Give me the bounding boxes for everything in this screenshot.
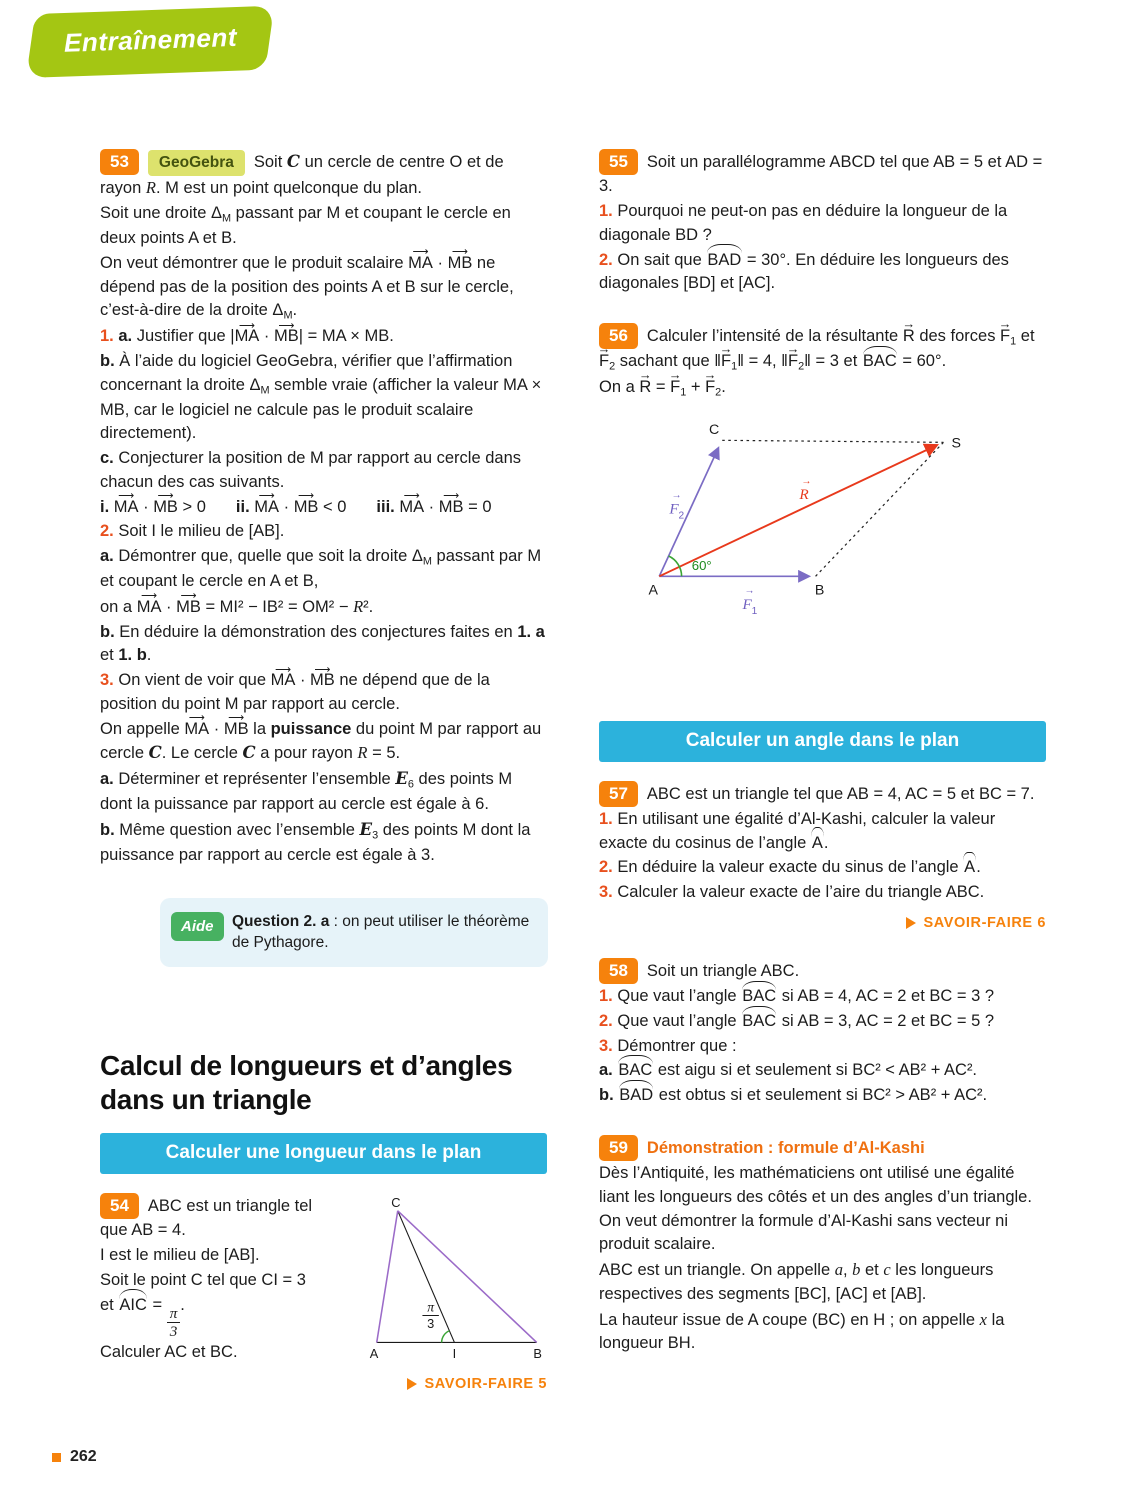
text-segment: · (424, 497, 439, 516)
text-segment: E (359, 819, 373, 839)
exercise-56-number-badge: 56 (599, 323, 638, 349)
text-segment: un cercle de centre O et de rayon (100, 153, 504, 198)
text-segment: ABC est un triangle tel que AB = 4. (100, 1197, 313, 1240)
text-segment: a pour rayon (255, 744, 358, 763)
paragraph (100, 519, 547, 544)
angle-fraction-numerator: π (427, 1299, 435, 1315)
point-label-C: C (391, 1198, 401, 1211)
text-segment: M (422, 555, 432, 568)
paragraph (599, 780, 1046, 807)
text-segment: MA ⟶ (114, 496, 139, 520)
text-segment: . (146, 646, 152, 665)
text-segment: F → (599, 350, 609, 374)
text-segment: F → (1000, 325, 1010, 349)
paragraph (100, 817, 547, 868)
text-segment: MB ⟶ (274, 325, 299, 349)
text-segment: = 0 (463, 497, 492, 516)
text-segment: · (432, 253, 448, 272)
exercise-54-row (100, 1192, 547, 1392)
text-segment: · (138, 497, 154, 516)
geogebra-badge: GeoGebra (148, 150, 245, 176)
text-segment: MB ⟶ (439, 496, 464, 520)
paragraph (599, 375, 1046, 401)
segment-CB (398, 1211, 537, 1343)
text-segment: Déterminer et représenter l’ensemble (118, 770, 396, 789)
paragraph (599, 1307, 1046, 1357)
text-segment: 3 (372, 829, 379, 842)
paragraph-text (647, 962, 799, 980)
paragraph (100, 668, 547, 717)
paragraph (599, 1161, 1046, 1257)
text-segment: ‖ = 4, ‖ (737, 351, 788, 370)
text-segment: MA ⟶ (254, 496, 279, 520)
text-segment: a. (599, 1061, 618, 1080)
text-segment: BAC (862, 350, 898, 374)
text-segment: 3. (599, 883, 618, 902)
text-segment: | = MA × MB. (298, 327, 394, 346)
text-segment: . Le cercle (161, 744, 243, 763)
text-segment: b. (100, 352, 120, 370)
paragraph (599, 984, 1046, 1009)
text-segment: : on peut utiliser le théorème de Pythagore. (232, 912, 530, 952)
text-segment: la (248, 719, 271, 738)
exercise-59 (599, 1134, 1046, 1356)
text-segment: = (651, 377, 671, 396)
force-F1-label: F (742, 595, 752, 613)
text-segment: MB ⟶ (310, 669, 335, 693)
paragraph (100, 544, 547, 594)
exercise-55-number-badge: 55 (599, 149, 638, 175)
text-segment: . (823, 833, 829, 852)
text-segment: 1 (680, 386, 687, 399)
point-label-I: I (452, 1346, 457, 1361)
entrainement-banner (26, 6, 274, 78)
paragraph (100, 1293, 335, 1340)
text-segment: 2 (798, 360, 805, 373)
text-segment: du point M par rapport au cercle (100, 719, 542, 763)
angle-arc-I (442, 1331, 450, 1343)
text-segment: BAC (617, 1059, 653, 1083)
text-segment: 1. (100, 327, 119, 346)
vector-arrow-glyph: → (744, 585, 755, 597)
text-segment: R (357, 743, 368, 763)
text-segment: 2. (100, 522, 119, 541)
paragraph (599, 1257, 1046, 1307)
page-footer (52, 1448, 97, 1466)
paragraph (599, 1009, 1046, 1034)
text-segment: C (148, 743, 162, 763)
method-banner-longueur: Calculer une longueur dans le plan (100, 1133, 547, 1174)
method-banner-angle: Calculer un angle dans le plan (599, 721, 1046, 762)
text-segment: a (834, 1260, 843, 1280)
text-segment: = (147, 1295, 167, 1314)
triangle-figure (363, 1192, 547, 1392)
text-segment: Dès l’Antiquité, les mathématiciens ont utilisé une égalité liant les longueurs des côtés et un des angles d’un triangle. On veut démontrer la formule d’Al-Kashi sans vecteur ni produit scalaire. (599, 1164, 1032, 1254)
text-segment: 2. (599, 250, 618, 269)
text-segment: 1. a (517, 622, 545, 641)
text-segment: F → (721, 350, 731, 374)
vector-arrow-glyph: → (671, 489, 682, 501)
text-segment: La hauteur issue de A coupe (BC) en H ; on appelle (599, 1310, 980, 1329)
paragraph (599, 199, 1046, 248)
angle-arc-A (669, 556, 682, 576)
text-segment: les longueurs respectives des segments [BC], [AC] et [AB]. (599, 1261, 994, 1303)
text-segment: Même question avec l’ensemble (119, 820, 360, 839)
text-segment: x (979, 1309, 987, 1329)
text-segment: et (860, 1261, 884, 1280)
text-segment: R (145, 178, 156, 198)
text-segment: Justifier que | (136, 327, 235, 346)
text-segment: A (811, 832, 824, 856)
text-segment: R (353, 596, 364, 616)
text-segment: b. (100, 622, 120, 641)
text-segment: MB ⟶ (294, 496, 319, 520)
text-segment: M (260, 384, 270, 397)
text-segment: ne dépend que de la position du point M par rapport au cercle. (100, 671, 490, 713)
segment-AC (377, 1211, 398, 1343)
entrainement-label: Entraînement (63, 21, 238, 58)
exercise-59-title: Démonstration : formule d’Al-Kashi (646, 1138, 925, 1157)
paragraph (599, 148, 1046, 199)
text-segment: BAD (706, 249, 742, 273)
force-F2-subscript: 2 (678, 510, 685, 522)
text-segment: . (180, 1295, 185, 1314)
text-segment: Soit une droite Δ (100, 204, 223, 223)
text-segment: BAC (741, 1010, 777, 1034)
exercise-59-number-badge: 59 (599, 1135, 638, 1161)
vector-F2-arrow (659, 448, 718, 576)
text-segment: C (242, 743, 256, 763)
text-segment: 6 (407, 778, 414, 791)
paragraph (599, 1058, 1046, 1083)
text-segment: BAC (741, 985, 777, 1009)
paragraph (100, 717, 547, 767)
text-segment: 2. (599, 1011, 618, 1030)
text-segment: . (976, 858, 981, 877)
point-label-C: C (708, 422, 720, 439)
text-segment: ne dépend pas de la position des points A et B sur le cercle, c’est-à-dire de la droite Δ (100, 253, 514, 320)
text-segment: MA ⟶ (235, 325, 260, 349)
text-segment: 2 (609, 360, 616, 373)
exercise-54-number-badge: 54 (100, 1193, 139, 1219)
angle-value-label: 60° (691, 558, 712, 574)
text-segment: F → (705, 376, 715, 400)
text-segment: Démontrer que, quelle que soit la droite Δ (118, 547, 423, 566)
vector-R-arrow (659, 445, 936, 576)
section-title: Calcul de longueurs et d’angles dans un triangle (100, 1049, 513, 1116)
text-segment: et (1016, 327, 1035, 345)
text-segment: On a (599, 377, 640, 396)
text-segment: c. (100, 449, 119, 468)
paragraph (599, 855, 1046, 880)
content-columns (100, 148, 1046, 1418)
text-segment: a. (118, 327, 137, 346)
point-label-A: A (369, 1346, 379, 1361)
point-label-B: B (533, 1346, 542, 1361)
text-segment: Soit un triangle ABC. (646, 961, 800, 980)
triangle-figure-svg (363, 1198, 555, 1361)
paragraph (100, 766, 547, 817)
text-segment: des points M dont la puissance par rapport au cercle est égale à 6. (100, 770, 513, 814)
vector-arrow-glyph: → (801, 475, 812, 487)
text-segment: des forces (914, 327, 1001, 345)
text-segment: puissance (270, 719, 352, 738)
text-segment: 1. (599, 809, 618, 828)
paragraph (100, 251, 547, 324)
savoir-faire-6 (599, 915, 1046, 931)
text-segment: On vient de voir que (118, 671, 271, 690)
text-segment: · (161, 597, 177, 616)
text-segment: si AB = 3, AC = 2 et BC = 5 ? (777, 1011, 995, 1030)
text-segment: Conjecturer la position de M par rapport au cercle dans chacun des cas suivants. (100, 449, 521, 491)
right-column (599, 148, 1046, 1418)
text-segment: et (100, 1295, 119, 1314)
text-segment: ii. (235, 497, 255, 516)
text-segment: = 60°. (897, 351, 947, 370)
text-segment: Soit le point C tel que CI = 3 (100, 1270, 306, 1289)
paragraph (100, 324, 547, 349)
text-segment: On sait que (617, 250, 707, 269)
text-segment: MB ⟶ (153, 496, 178, 520)
text-segment: MA ⟶ (184, 718, 209, 742)
text-segment: MA ⟶ (137, 596, 162, 620)
text-segment: a. (100, 770, 119, 789)
aide-text (232, 911, 532, 954)
forces-figure (641, 419, 1046, 623)
exercise-58 (599, 957, 1046, 1108)
text-segment: Que vaut l’angle (617, 1011, 742, 1030)
text-segment: I est le milieu de [AB]. (100, 1246, 260, 1265)
text-segment: En utilisant une égalité d’Al-Kashi, calculer la valeur exacte du cosinus de l’angle (599, 809, 996, 852)
text-segment: passant par M et coupant le cercle en deux points A et B. (100, 204, 511, 248)
paragraph (100, 495, 547, 520)
text-segment: · (259, 327, 274, 346)
text-segment: c (883, 1260, 891, 1280)
paragraph (599, 248, 1046, 297)
text-segment: < 0 (318, 497, 347, 516)
paragraph (100, 1243, 335, 1268)
paragraph (100, 148, 547, 201)
text-segment: MA ⟶ (271, 669, 296, 693)
force-F2-label: F (669, 500, 679, 518)
dashed-CS (722, 440, 943, 442)
exercise-57-number-badge: 57 (599, 781, 638, 807)
exercise-53 (100, 148, 547, 868)
text-segment: En déduire la valeur exacte du sinus de l’angle (617, 858, 964, 877)
text-segment: F → (788, 350, 798, 374)
exercise-54 (100, 1192, 547, 1392)
forces-figure-svg (641, 419, 981, 618)
text-segment: MB ⟶ (176, 596, 201, 620)
text-segment: 2 (715, 386, 722, 399)
text-segment: Démontrer que : (617, 1036, 737, 1055)
exercise-53-number-badge: 53 (100, 149, 139, 175)
angle-fraction-denominator: 3 (427, 1316, 435, 1332)
savoir-faire-triangle-icon (906, 917, 916, 929)
text-segment: b. (100, 820, 120, 839)
paragraph (100, 1192, 335, 1243)
text-segment: + (686, 377, 706, 396)
paragraph (599, 1034, 1046, 1059)
paragraph (599, 322, 1046, 375)
text-segment: 3. (100, 671, 119, 690)
text-segment: ². (363, 597, 374, 616)
text-segment: R → (639, 376, 651, 400)
text-segment: Question 2. a (232, 912, 330, 930)
paragraph (599, 807, 1046, 856)
savoir-faire-label: SAVOIR-FAIRE 6 (923, 914, 1046, 931)
text-segment: M (283, 309, 293, 322)
text-segment: > 0 (177, 497, 206, 516)
text-segment: M (222, 212, 232, 225)
exercise-54-text (100, 1192, 335, 1392)
text-segment: En déduire la démonstration des conjectures faites en (119, 622, 518, 641)
text-segment: . (721, 377, 726, 396)
text-segment: · (295, 671, 311, 690)
exercise-58-number-badge: 58 (599, 958, 638, 984)
text-segment: iii. (376, 497, 400, 516)
resultant-R-label: R (799, 485, 809, 503)
paragraph (599, 1083, 1046, 1108)
exercise-55 (599, 148, 1046, 296)
text-segment: 1. (599, 987, 618, 1006)
paragraph-text (599, 327, 1035, 373)
segment-CI (398, 1211, 455, 1343)
paragraph (599, 1134, 1046, 1161)
text-segment: , (842, 1261, 853, 1280)
savoir-faire-5 (363, 1376, 547, 1392)
text-segment: Pourquoi ne peut-on pas en déduire la longueur de la diagonale BD ? (599, 202, 1008, 244)
text-segment: . (292, 301, 298, 320)
text-segment: 3. (599, 1036, 618, 1055)
text-segment: MB ⟶ (448, 252, 473, 276)
text-segment: i. (100, 497, 114, 516)
text-segment: ‖ = 3 et (804, 351, 862, 370)
dashed-BS (816, 442, 944, 576)
text-segment: la longueur BH. (599, 1310, 1005, 1353)
text-segment: $\frac{\pi}{3}$ (167, 1305, 181, 1340)
footer-square-icon (52, 1453, 61, 1462)
paragraph (100, 201, 547, 251)
text-segment: ABC est un triangle. On appelle (599, 1261, 835, 1280)
text-segment: Soit I le milieu de [AB]. (118, 522, 285, 541)
exercise-57 (599, 780, 1046, 931)
text-segment: Calculer l’intensité de la résultante (646, 327, 903, 345)
paragraph-text (647, 785, 1035, 803)
text-segment: ABC est un triangle tel que AB = 4, AC = 5 et BC = 7. (646, 784, 1035, 803)
text-segment: R → (903, 325, 915, 349)
savoir-faire-triangle-icon (407, 1378, 417, 1390)
text-segment: E (395, 769, 408, 789)
text-segment: Calculer AC et BC. (100, 1343, 238, 1362)
point-label-B: B (814, 582, 825, 599)
text-segment: 2. (599, 858, 618, 877)
text-segment: On veut démontrer que le produit scalaire (100, 253, 409, 272)
text-segment: AIC (118, 1294, 148, 1318)
page-number: 262 (70, 1448, 97, 1465)
text-segment: b. (599, 1086, 619, 1105)
text-segment: MA ⟶ (399, 496, 424, 520)
paragraph (100, 1340, 335, 1365)
text-segment: Soit un parallélogramme ABCD tel que AB = 5 et AD = 3. (599, 153, 1043, 196)
text-segment: a. (100, 547, 119, 566)
text-segment: A (963, 856, 976, 880)
text-segment: 1 (1010, 335, 1017, 348)
text-segment: si AB = 4, AC = 2 et BC = 3 ? (777, 987, 995, 1006)
text-segment: · (279, 497, 294, 516)
point-label-S: S (951, 435, 962, 452)
text-segment: on a (100, 597, 137, 616)
text-segment: Soit (253, 153, 287, 171)
savoir-faire-label: SAVOIR-FAIRE 5 (424, 1375, 547, 1392)
text-segment: est aigu si et seulement si BC² < AB² + AC². (653, 1061, 978, 1080)
text-segment: 1. (599, 202, 618, 220)
text-segment: 1 (731, 360, 738, 373)
text-segment: BAD (618, 1084, 654, 1108)
text-segment: des points M dont la puissance par rapport au cercle est égale à 3. (100, 820, 531, 864)
text-segment: F → (670, 376, 680, 400)
text-segment: MB ⟶ (224, 718, 249, 742)
text-segment: passant par M et coupant le cercle en A et B, (100, 547, 542, 591)
text-segment: sachant que ‖ (615, 351, 722, 370)
text-segment: On appelle (100, 719, 185, 738)
text-segment: est obtus si et seulement si BC² > AB² + AC². (654, 1086, 988, 1105)
text-segment: . M est un point quelconque du plan. (155, 179, 422, 198)
paragraph (100, 594, 547, 620)
text-segment: = 30°. En déduire les longueurs des diagonales [BD] et [AC]. (599, 250, 1009, 293)
text-segment: C (286, 152, 301, 171)
text-segment: semble vraie (afficher la valeur MA × MB, car le logiciel ne calcule pas le produit scalaire directement). (100, 375, 542, 443)
text-segment: Calculer la valeur exacte de l’aire du triangle ABC. (617, 883, 985, 902)
text-segment: Que vaut l’angle (617, 987, 742, 1006)
text-segment: · (209, 719, 224, 738)
text-segment: = 5. (367, 744, 401, 763)
point-label-A: A (648, 582, 658, 599)
text-segment: 1. b (118, 646, 147, 665)
text-segment: = MI² − IB² = OM² − (200, 597, 354, 616)
aide-badge: Aide (171, 912, 224, 941)
text-segment: b (852, 1260, 861, 1280)
paragraph-text (599, 153, 1042, 195)
exercise-56 (599, 322, 1046, 623)
force-F1-subscript: 1 (751, 605, 758, 617)
text-segment: À l’aide du logiciel GeoGebra, vérifier que l’affirmation concernant la droite Δ (100, 352, 513, 394)
left-column (100, 148, 547, 1418)
paragraph (100, 349, 547, 446)
text-segment: MA ⟶ (408, 252, 433, 276)
paragraph (599, 880, 1046, 905)
aide-box (160, 898, 548, 967)
text-segment: et (100, 646, 119, 665)
paragraph (599, 957, 1046, 984)
